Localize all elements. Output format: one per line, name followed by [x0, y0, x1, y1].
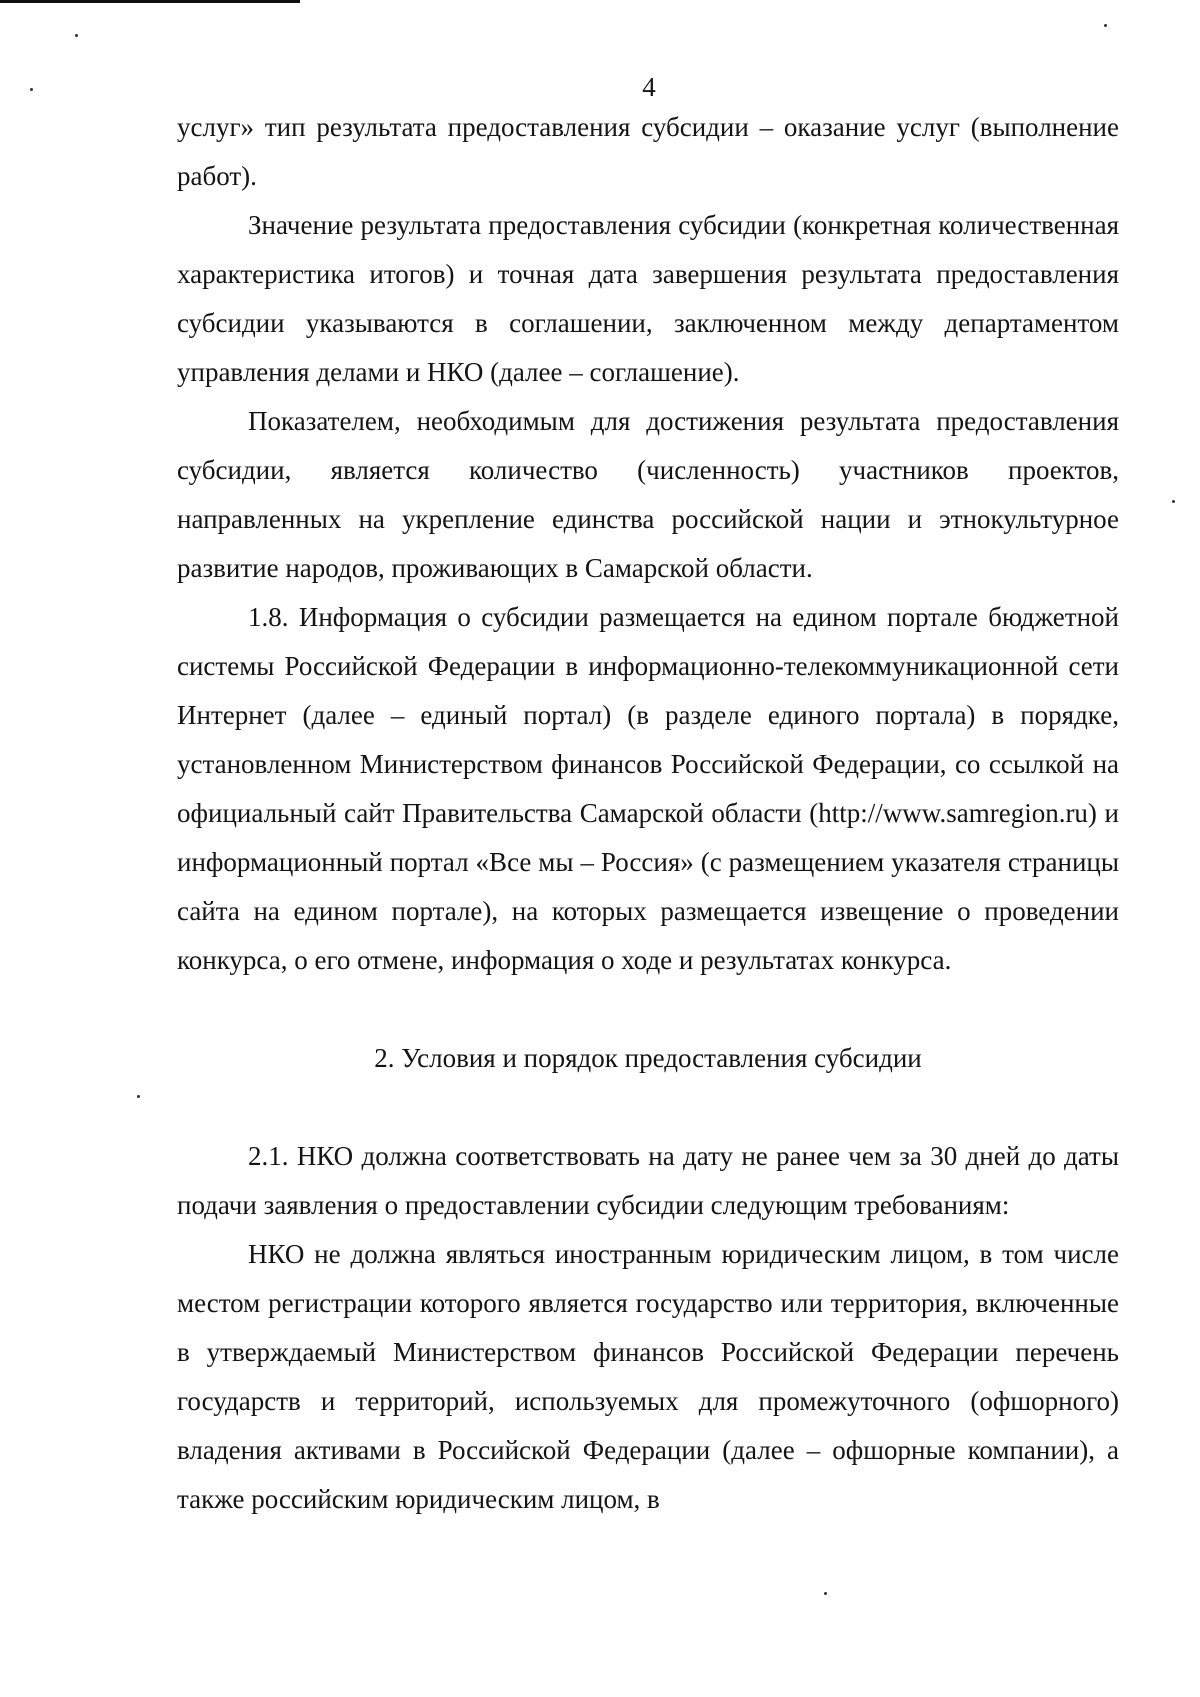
paragraph: НКО не должна являться иностранным юридическим лицом, в том числе местом регистрации которого является государство или территория, включенные в утверждаемый Министерством финансов Российской Федерации перечень государств и территорий, используемых для промежуточного (офшорного) владения активами в Российской Федерации (далее – офшорные компании), а также российским юридическим лицом, в — [177, 1239, 1119, 1514]
scan-speck — [1104, 24, 1107, 27]
paragraph-continuation: услуг» тип результата предоставления субсидии – оказание услуг (выполнение работ). — [177, 112, 1119, 191]
scan-speck — [137, 1095, 140, 1098]
section-heading: 2. Условия и порядок предоставления субсидии — [374, 1043, 922, 1073]
paragraph-1-8: 1.8. Информация о субсидии размещается на едином портале бюджетной системы Российской Федерации в информационно-телекоммуникационной сети Интернет (далее – единый портал) (в разделе единого портала) в порядке, установленном Министерством финансов Российской Федерации, со ссылкой на официальный сайт Правительства Самарской области (http://www.samregion.ru) и информационный портал «Все мы – Россия» (с размещением указателя страницы сайта на едином портале), на которых размещается извещение о проведении конкурса, о его отмене, информация о ходе и результатах конкурса. — [177, 602, 1119, 975]
document-body — [177, 103, 1119, 1524]
paragraph-2-1: 2.1. НКО должна соответствовать на дату не ранее чем за 30 дней до даты подачи заявления о предоставлении субсидии следующим требованиям: — [177, 1141, 1119, 1220]
scan-speck — [75, 34, 78, 37]
paragraph: Значение результата предоставления субсидии (конкретная количественная характеристика итогов) и точная дата завершения результата предоставления субсидии указываются в соглашении, заключенном между департаментом управления делами и НКО (далее – соглашение). — [177, 210, 1119, 387]
scan-speck — [824, 1592, 827, 1595]
scan-speck — [1172, 500, 1175, 503]
paragraph: Показателем, необходимым для достижения результата предоставления субсидии, является количество (численность) участников проектов, направленных на укрепление единства российской нации и этнокультурное развитие народов, проживающих в Самарской области. — [177, 406, 1119, 583]
page-number: 4 — [642, 72, 656, 102]
scan-top-rule — [0, 0, 300, 3]
